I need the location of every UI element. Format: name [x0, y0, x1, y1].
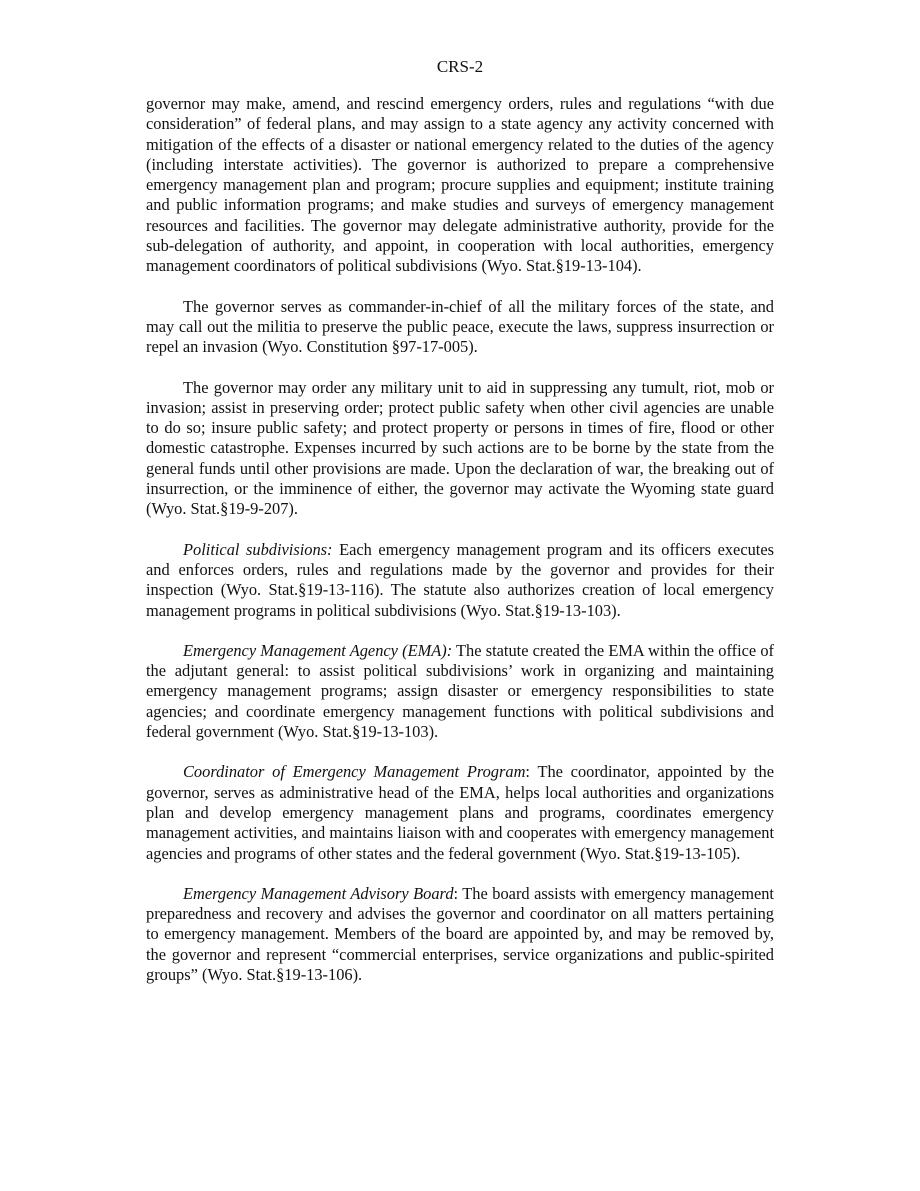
paragraph-governor-powers-continued	[146, 94, 774, 277]
page-header	[0, 57, 920, 77]
paragraph-political-subdivisions	[146, 540, 774, 621]
paragraph-text: : The board assists with emergency management preparedness and recovery and advises the governor and coordinator on all matters pertaining to emergency management. Members of the board are appointed by, and may be removed by, the governor and represent “commercial enterprises, service organizations and public-spirited groups” (Wyo. Stat.§19-13-106).	[146, 883, 774, 984]
paragraph-heading: Emergency Management Advisory Board	[183, 883, 454, 903]
paragraph-text: Each emergency management program and its officers executes and enforces orders, rules and regulations made by the governor and provides for their inspection (Wyo. Stat.§19-13-116). The statute also authorizes creation of local emergency management programs in political subdivisions (Wyo. Stat.§19-13-103).	[146, 539, 774, 620]
page-label: CRS-2	[436, 57, 484, 76]
paragraph-text: governor may make, amend, and rescind emergency orders, rules and regulations “with due consideration” of federal plans, and may assign to a state agency any activity concerned with mitigation of the effects of a disaster or national emergency related to the duties of the agency (including interstate activities). The governor is authorized to prepare a comprehensive emergency management plan and program; procure supplies and equipment; institute training and public information programs; and make studies and surveys of emergency management resources and facilities. The governor may delegate administrative authority, provide for the sub-delegation of authority, and appoint, in cooperation with local authorities, emergency management coordinators of political subdivisions (Wyo. Stat.§19-13-104).	[146, 94, 774, 276]
paragraph-text: The governor serves as commander-in-chief of all the military forces of the state, and may call out the militia to preserve the public peace, execute the laws, suppress insurrection or repel an invasion (Wyo. Constitution §97-17-005).	[146, 296, 774, 357]
paragraph-ema	[146, 641, 774, 742]
paragraph-military-unit-orders	[146, 378, 774, 520]
document-body	[146, 94, 774, 1005]
paragraph-advisory-board	[146, 884, 774, 985]
paragraph-commander-in-chief	[146, 297, 774, 358]
paragraph-coordinator	[146, 762, 774, 863]
paragraph-heading: Emergency Management Agency (EMA):	[183, 640, 453, 660]
paragraph-heading: Coordinator of Emergency Management Program	[183, 762, 526, 782]
paragraph-text: The governor may order any military unit to aid in suppressing any tumult, riot, mob or invasion; assist in preserving order; protect public safety when other civil agencies are unable to do so; insure public safety; and protect property or persons in times of fire, flood or other domestic catastrophe. Expenses incurred by such actions are to be borne by the state from the general funds until other provisions are made. Upon the declaration of war, the breaking out of insurrection, or the imminence of either, the governor may activate the Wyoming state guard (Wyo. Stat.§19-9-207).	[146, 377, 774, 519]
paragraph-text: The statute created the EMA within the office of the adjutant general: to assist political subdivisions’ work in organizing and maintaining emergency management programs; assign disaster or emergency responsibilities to state agencies; and coordinate emergency management functions with political subdivisions and federal government (Wyo. Stat.§19-13-103).	[146, 640, 774, 742]
paragraph-heading: Political subdivisions:	[183, 539, 333, 559]
paragraph-text: : The coordinator, appointed by the governor, serves as administrative head of the EMA, helps local authorities and organizations plan and develop emergency management plans and programs, coordinates emergency management activities, and maintains liaison with and cooperates with emergency management agencies and programs of other states and the federal government (Wyo. Stat.§19-13-105).	[146, 762, 774, 863]
